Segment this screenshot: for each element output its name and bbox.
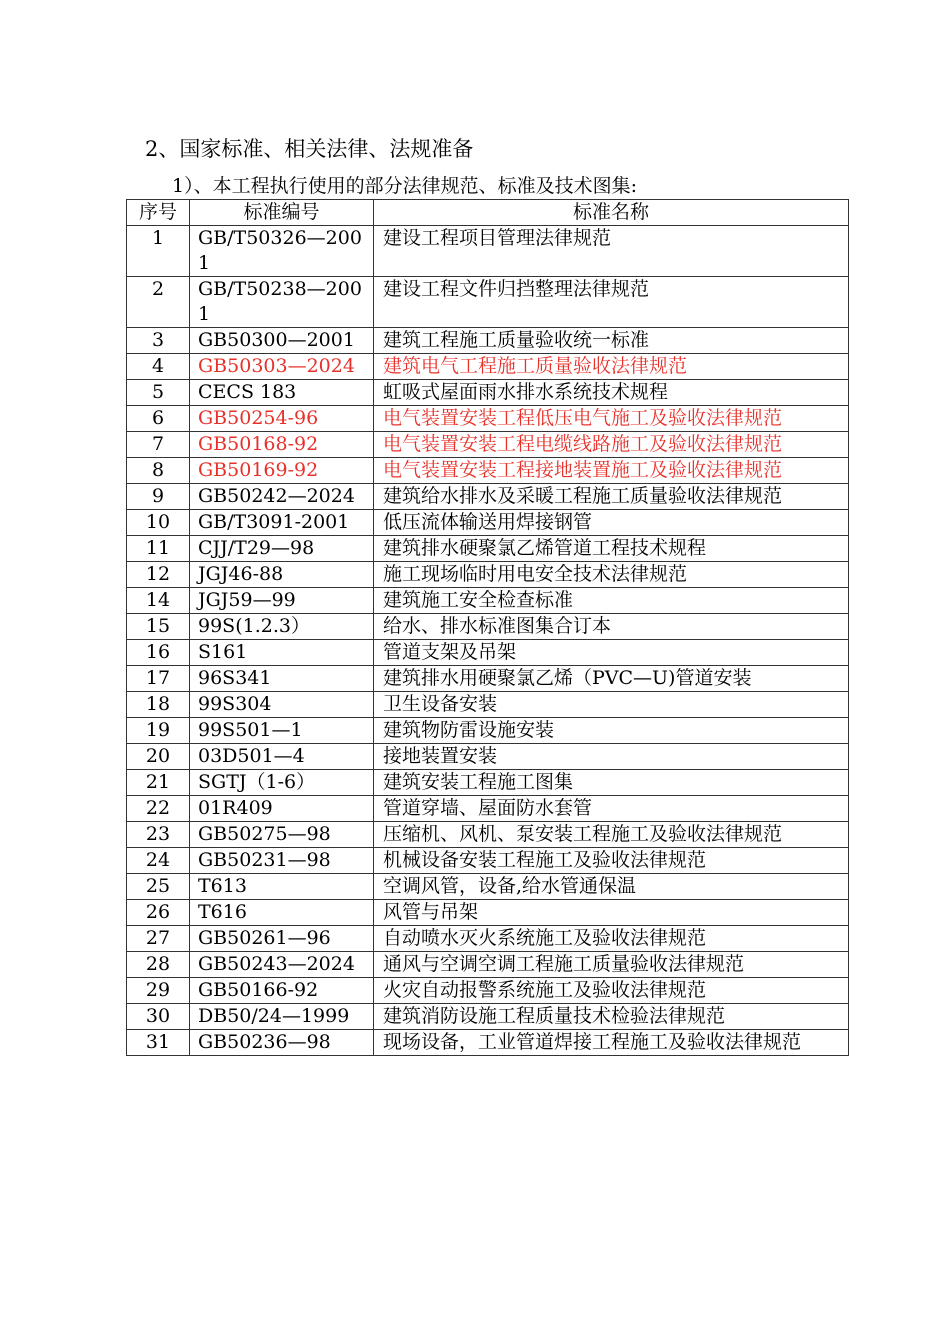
row-standard-code: GB/T50238—2001 <box>190 277 374 328</box>
row-standard-code: GB50231—98 <box>190 848 374 874</box>
row-standard-name: 建筑给水排水及采暖工程施工质量验收法律规范 <box>374 484 849 510</box>
row-standard-code: GB50254-96 <box>190 406 374 432</box>
row-standard-name: 给水、排水标准图集合订本 <box>374 614 849 640</box>
row-standard-name: 电气装置安装工程接地装置施工及验收法律规范 <box>374 458 849 484</box>
row-number: 8 <box>127 458 190 484</box>
row-number: 30 <box>127 1004 190 1030</box>
row-standard-name: 建设工程项目管理法律规范 <box>374 226 849 277</box>
row-standard-name: 卫生设备安装 <box>374 692 849 718</box>
row-standard-code: T613 <box>190 874 374 900</box>
row-standard-code: GB50236—98 <box>190 1030 374 1056</box>
row-number: 25 <box>127 874 190 900</box>
row-standard-name: 通风与空调空调工程施工质量验收法律规范 <box>374 952 849 978</box>
row-standard-name: 建筑安装工程施工图集 <box>374 770 849 796</box>
table-row <box>127 226 849 277</box>
table-row <box>127 1030 849 1056</box>
sub-heading: 1）、本工程执行使用的部分法律规范、标准及技术图集: <box>172 175 637 197</box>
table-row <box>127 380 849 406</box>
row-standard-code: GB50243—2024 <box>190 952 374 978</box>
table-row <box>127 458 849 484</box>
table-row <box>127 354 849 380</box>
row-number: 5 <box>127 380 190 406</box>
table-row <box>127 900 849 926</box>
row-number: 12 <box>127 562 190 588</box>
row-standard-name: 建设工程文件归挡整理法律规范 <box>374 277 849 328</box>
row-standard-code: GB50242—2024 <box>190 484 374 510</box>
row-standard-code: GB50300—2001 <box>190 328 374 354</box>
row-number: 1 <box>127 226 190 277</box>
row-number: 4 <box>127 354 190 380</box>
row-standard-code: GB/T3091-2001 <box>190 510 374 536</box>
table-row <box>127 822 849 848</box>
row-standard-code: S161 <box>190 640 374 666</box>
row-number: 3 <box>127 328 190 354</box>
row-standard-code: 01R409 <box>190 796 374 822</box>
row-standard-name: 压缩机、风机、泵安装工程施工及验收法律规范 <box>374 822 849 848</box>
row-standard-name: 风管与吊架 <box>374 900 849 926</box>
row-number: 28 <box>127 952 190 978</box>
row-standard-name: 电气装置安装工程低压电气施工及验收法律规范 <box>374 406 849 432</box>
table-row <box>127 406 849 432</box>
row-standard-code: GB/T50326—2001 <box>190 226 374 277</box>
table-row <box>127 484 849 510</box>
row-standard-code: 99S501—1 <box>190 718 374 744</box>
section-heading: 2、国家标准、相关法律、法规准备 <box>145 137 474 161</box>
standards-table <box>126 199 849 1056</box>
row-standard-name: 虹吸式屋面雨水排水系统技术规程 <box>374 380 849 406</box>
table-body <box>127 226 849 1056</box>
table-row <box>127 614 849 640</box>
row-standard-code: JGJ46-88 <box>190 562 374 588</box>
table-row <box>127 588 849 614</box>
row-number: 17 <box>127 666 190 692</box>
row-standard-code: GB50166-92 <box>190 978 374 1004</box>
table-row <box>127 328 849 354</box>
header-standard-name: 标准名称 <box>374 200 849 226</box>
row-number: 19 <box>127 718 190 744</box>
row-standard-code: 99S(1.2.3） <box>190 614 374 640</box>
row-standard-name: 现场设备，工业管道焊接工程施工及验收法律规范 <box>374 1030 849 1056</box>
row-standard-name: 管道支架及吊架 <box>374 640 849 666</box>
table-header-row <box>127 200 849 226</box>
row-number: 18 <box>127 692 190 718</box>
header-number: 序号 <box>127 200 190 226</box>
table-row <box>127 848 849 874</box>
header-standard-code: 标准编号 <box>190 200 374 226</box>
row-number: 2 <box>127 277 190 328</box>
row-standard-name: 建筑排水用硬聚氯乙烯（PVC—U)管道安装 <box>374 666 849 692</box>
row-number: 31 <box>127 1030 190 1056</box>
row-standard-code: CJJ/T29—98 <box>190 536 374 562</box>
row-number: 16 <box>127 640 190 666</box>
row-number: 23 <box>127 822 190 848</box>
row-standard-name: 低压流体输送用焊接钢管 <box>374 510 849 536</box>
row-standard-name: 空调风管，设备,给水管通保温 <box>374 874 849 900</box>
table-row <box>127 692 849 718</box>
table-row <box>127 510 849 536</box>
row-number: 24 <box>127 848 190 874</box>
row-standard-code: 03D501—4 <box>190 744 374 770</box>
row-standard-name: 建筑排水硬聚氯乙烯管道工程技术规程 <box>374 536 849 562</box>
row-standard-code: GB50168-92 <box>190 432 374 458</box>
table-row <box>127 796 849 822</box>
row-standard-code: T616 <box>190 900 374 926</box>
row-standard-code: GB50169-92 <box>190 458 374 484</box>
row-standard-name: 火灾自动报警系统施工及验收法律规范 <box>374 978 849 1004</box>
table-row <box>127 277 849 328</box>
row-number: 7 <box>127 432 190 458</box>
row-standard-code: SGTJ（1-6） <box>190 770 374 796</box>
table-row <box>127 562 849 588</box>
row-number: 6 <box>127 406 190 432</box>
row-standard-name: 建筑物防雷设施安装 <box>374 718 849 744</box>
table-row <box>127 874 849 900</box>
row-number: 21 <box>127 770 190 796</box>
row-standard-name: 施工现场临时用电安全技术法律规范 <box>374 562 849 588</box>
table-row <box>127 978 849 1004</box>
row-standard-code: 96S341 <box>190 666 374 692</box>
row-number: 15 <box>127 614 190 640</box>
row-standard-code: GB50261—96 <box>190 926 374 952</box>
row-standard-name: 机械设备安装工程施工及验收法律规范 <box>374 848 849 874</box>
table-row <box>127 640 849 666</box>
table-row <box>127 744 849 770</box>
table-row <box>127 1004 849 1030</box>
row-number: 22 <box>127 796 190 822</box>
row-standard-code: GB50275—98 <box>190 822 374 848</box>
row-standard-name: 电气装置安装工程电缆线路施工及验收法律规范 <box>374 432 849 458</box>
row-standard-name: 建筑工程施工质量验收统一标准 <box>374 328 849 354</box>
row-standard-name: 自动喷水灭火系统施工及验收法律规范 <box>374 926 849 952</box>
row-number: 26 <box>127 900 190 926</box>
row-standard-code: GB50303—2024 <box>190 354 374 380</box>
row-standard-name: 建筑消防设施工程质量技术检验法律规范 <box>374 1004 849 1030</box>
row-number: 11 <box>127 536 190 562</box>
row-standard-code: DB50/24—1999 <box>190 1004 374 1030</box>
row-standard-code: JGJ59—99 <box>190 588 374 614</box>
row-number: 10 <box>127 510 190 536</box>
row-number: 29 <box>127 978 190 1004</box>
table-row <box>127 952 849 978</box>
row-number: 20 <box>127 744 190 770</box>
table-row <box>127 432 849 458</box>
table-row <box>127 536 849 562</box>
row-number: 14 <box>127 588 190 614</box>
row-standard-name: 建筑施工安全检查标准 <box>374 588 849 614</box>
row-standard-name: 接地装置安装 <box>374 744 849 770</box>
table-row <box>127 718 849 744</box>
row-standard-name: 管道穿墙、屋面防水套管 <box>374 796 849 822</box>
row-standard-code: CECS 183 <box>190 380 374 406</box>
table-row <box>127 770 849 796</box>
row-standard-name: 建筑电气工程施工质量验收法律规范 <box>374 354 849 380</box>
row-number: 27 <box>127 926 190 952</box>
row-standard-code: 99S304 <box>190 692 374 718</box>
row-number: 9 <box>127 484 190 510</box>
table-row <box>127 666 849 692</box>
table-row <box>127 926 849 952</box>
